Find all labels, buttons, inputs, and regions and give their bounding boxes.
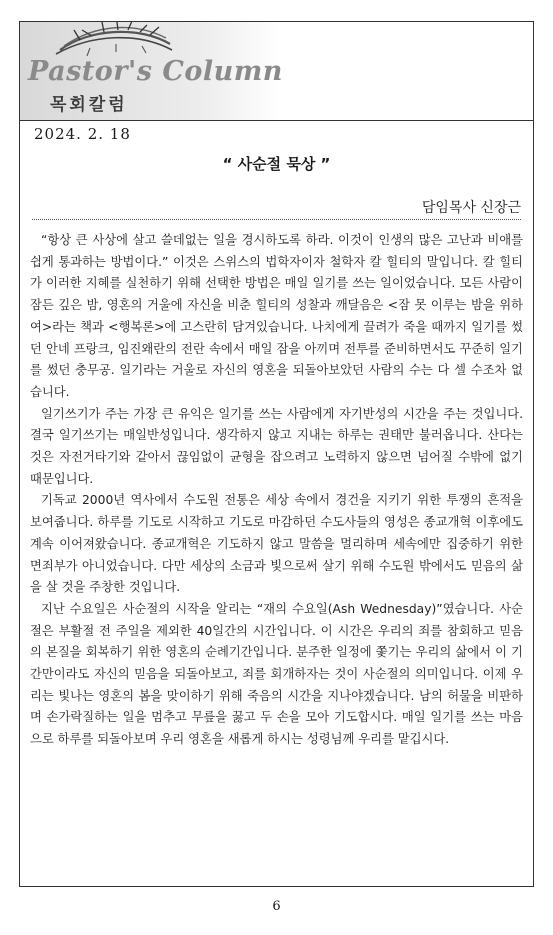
article-date: 2024. 2. 18: [34, 125, 131, 143]
paragraph: 기독교 2000년 역사에서 수도원 전통은 세상 속에서 경건을 지키기 위한 투쟁의 흔적을 보여줍니다. 하루를 기도로 시작하고 기도로 마감하던 수도사들의 영성은 종교개혁 이후에도 계속 이어져왔습니다. 종교개혁은 기도하지 않고 말씀을 멀리하며 세속에만 집중하기 위한 면죄부가 아니었습니다. 다만 세상의 소금과 빛으로써 살기 위해 수도원 밖에서도 믿음의 삶을 살 것을 주창한 것입니다.: [30, 493, 523, 595]
column-subtitle: 목회칼럼: [50, 95, 128, 115]
paragraph: 지난 수요일은 사순절의 시작을 알리는 “재의 수요일(Ash Wednesday)”였습니다. 사순절은 부활절 전 주일을 제외한 40일간의 시간입니다. 이 시간은 우리의 죄를 참회하고 믿음의 본질을 회복하기 위한 영혼의 순례기간입니다. 분주한 일정에 쫓기는 우리의 삶에서 이 기간만이라도 자신의 믿음을 되돌아보고, 죄를 회개하자는 것이 사순절의 의미입니다. 이제 우리는 빛나는 영혼의 봄을 맞이하기 위해 죽음의 시간을 지나야겠습니다. 남의 허물을 비판하며 손가락질하는 일을 멈추고 무릎을 꿇고 두 손을 모아 기도합시다. 매일 일기를 쓰는 마음으로 하루를 되돌아보며 우리 영혼을 새롭게 하시는 성령님께 우리를 맡깁시다.: [30, 601, 523, 747]
column-frame: [19, 21, 534, 887]
column-header: [20, 22, 533, 121]
paragraph: 일기쓰기가 주는 가장 큰 유익은 일기를 쓰는 사람에게 자기반성의 시간을 주는 것입니다. 결국 일기쓰기는 매일반성입니다. 생각하지 않고 지내는 하루는 권태만 불러옵니다. 산다는 것은 자전거타기와 같아서 끊임없이 균형을 잡으려고 노력하지 않으면 넘어질 수밖에 없기 때문입니다.: [30, 406, 523, 486]
article-author: 담임목사 신장근: [421, 200, 521, 216]
article-body: [30, 230, 523, 751]
column-title: Pastor's Column: [28, 56, 283, 87]
paragraph: “항상 큰 사상에 살고 쓸데없는 일을 경시하도록 하라. 이것이 인생의 많은 고난과 비애를 쉽게 통과하는 방법이다.” 이것은 스위스의 법학자이자 철학자 칼 힐티의 말입니다. 칼 힐티가 이러한 지혜를 실천하기 위해 선택한 방법은 매일 일기를 쓰는 일이었습니다. 모든 사람이 잠든 깊은 밤, 영혼의 거울에 자신을 비춘 힐티의 성찰과 깨달음은 <잠 못 이루는 밤을 위하여>라는 책과 <행복론>에 고스란히 담겨있습니다. 나치에게 끌려가 죽을 때까지 일기를 썼던 안네 프랑크, 임진왜란의 전란 속에서 매일 잠을 아끼며 전투를 준비하면서도 꾸준히 일기를 썼던 충무공. 일기라는 거울로 자신의 영혼을 되돌아보았던 사람의 수는 다 셀 수조차 없습니다.: [30, 233, 523, 399]
dotted-divider: [32, 219, 521, 220]
page-number: 6: [272, 899, 281, 914]
article-title: “ 사순절 묵상 ”: [222, 155, 331, 173]
